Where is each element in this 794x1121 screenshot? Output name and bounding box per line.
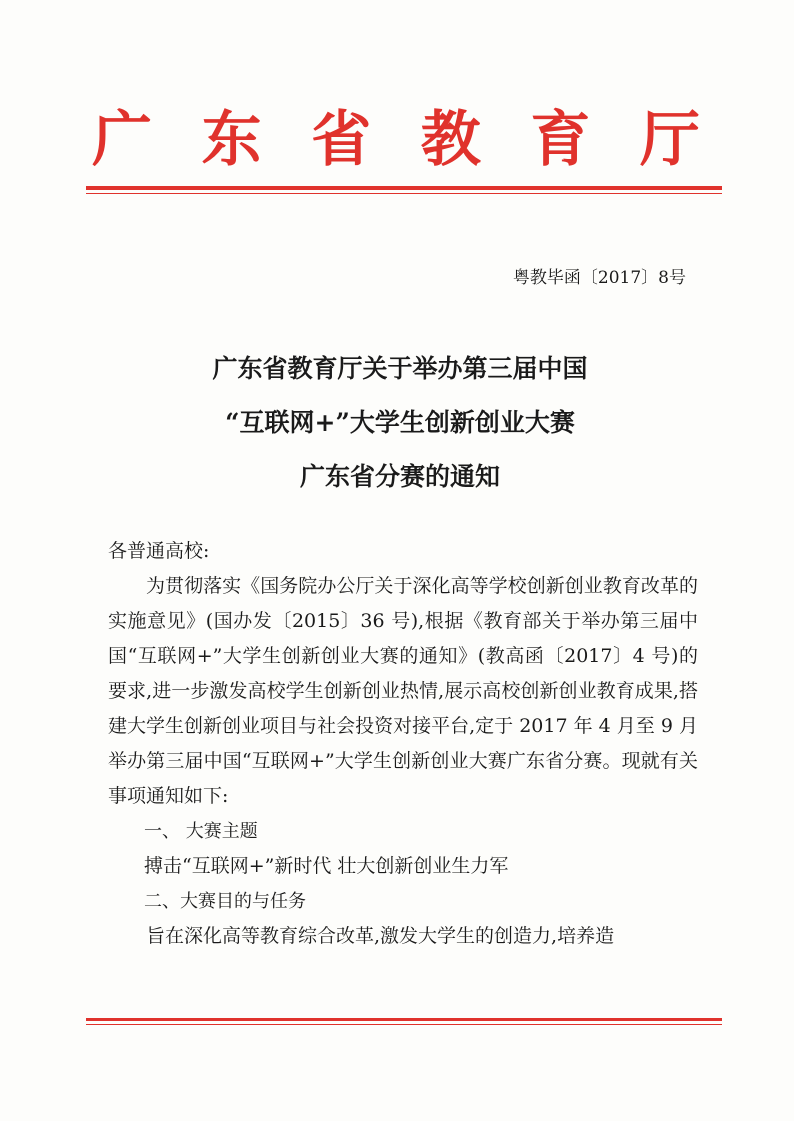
masthead-char: 广 [92, 105, 152, 175]
masthead-char: 教 [420, 105, 481, 175]
section-heading: 二、大赛目的与任务 [144, 891, 306, 912]
document-number: 粤教毕函〔2017〕8号 [512, 268, 686, 288]
salutation: 各普通高校: [108, 540, 210, 562]
masthead-char: 东 [201, 105, 262, 175]
intro-paragraph: 为贯彻落实《国务院办公厅关于深化高等学校创新创业教育改革的实施意见》(国办发〔2015〕36 号),根据《教育部关于举办第三届中国“互联网+”大学生创新创业大赛的通知》(教高函〔2017〕4 号)的要求,进一步激发高校学生创新创业热情,展示高校创新创业教育成果,搭建大学生创新创业项目与社会投资对接平台,定于 2017 年 4 月至 9 月举办第三届中国“互联网+”大学生创新创业大赛广东省分赛。现就有关事项通知如下: [108, 575, 698, 807]
title-line: 广东省教育厅关于举办第三届中国 [212, 354, 588, 383]
masthead-char: 厅 [639, 105, 700, 175]
title-line: 广东省分赛的通知 [299, 462, 500, 491]
title-line: “互联网+”大学生创新创业大赛 [225, 408, 575, 437]
issuer-masthead [92, 102, 700, 178]
section-paragraph: 旨在深化高等教育综合改革,激发大学生的创造力,培养造 [146, 925, 615, 947]
masthead-rule-thick [86, 186, 722, 190]
section-heading: 一、 大赛主题 [144, 821, 258, 842]
masthead-char: 育 [530, 105, 591, 175]
masthead-char: 省 [311, 105, 372, 175]
document-title [100, 342, 700, 504]
contest-theme: 搏击“互联网+”新时代 壮大创新创业生力军 [144, 855, 509, 877]
masthead-rule-thin [86, 193, 722, 194]
document-body [108, 534, 698, 954]
footer-rule-thin [86, 1024, 722, 1025]
footer-rule-thick [86, 1018, 722, 1021]
